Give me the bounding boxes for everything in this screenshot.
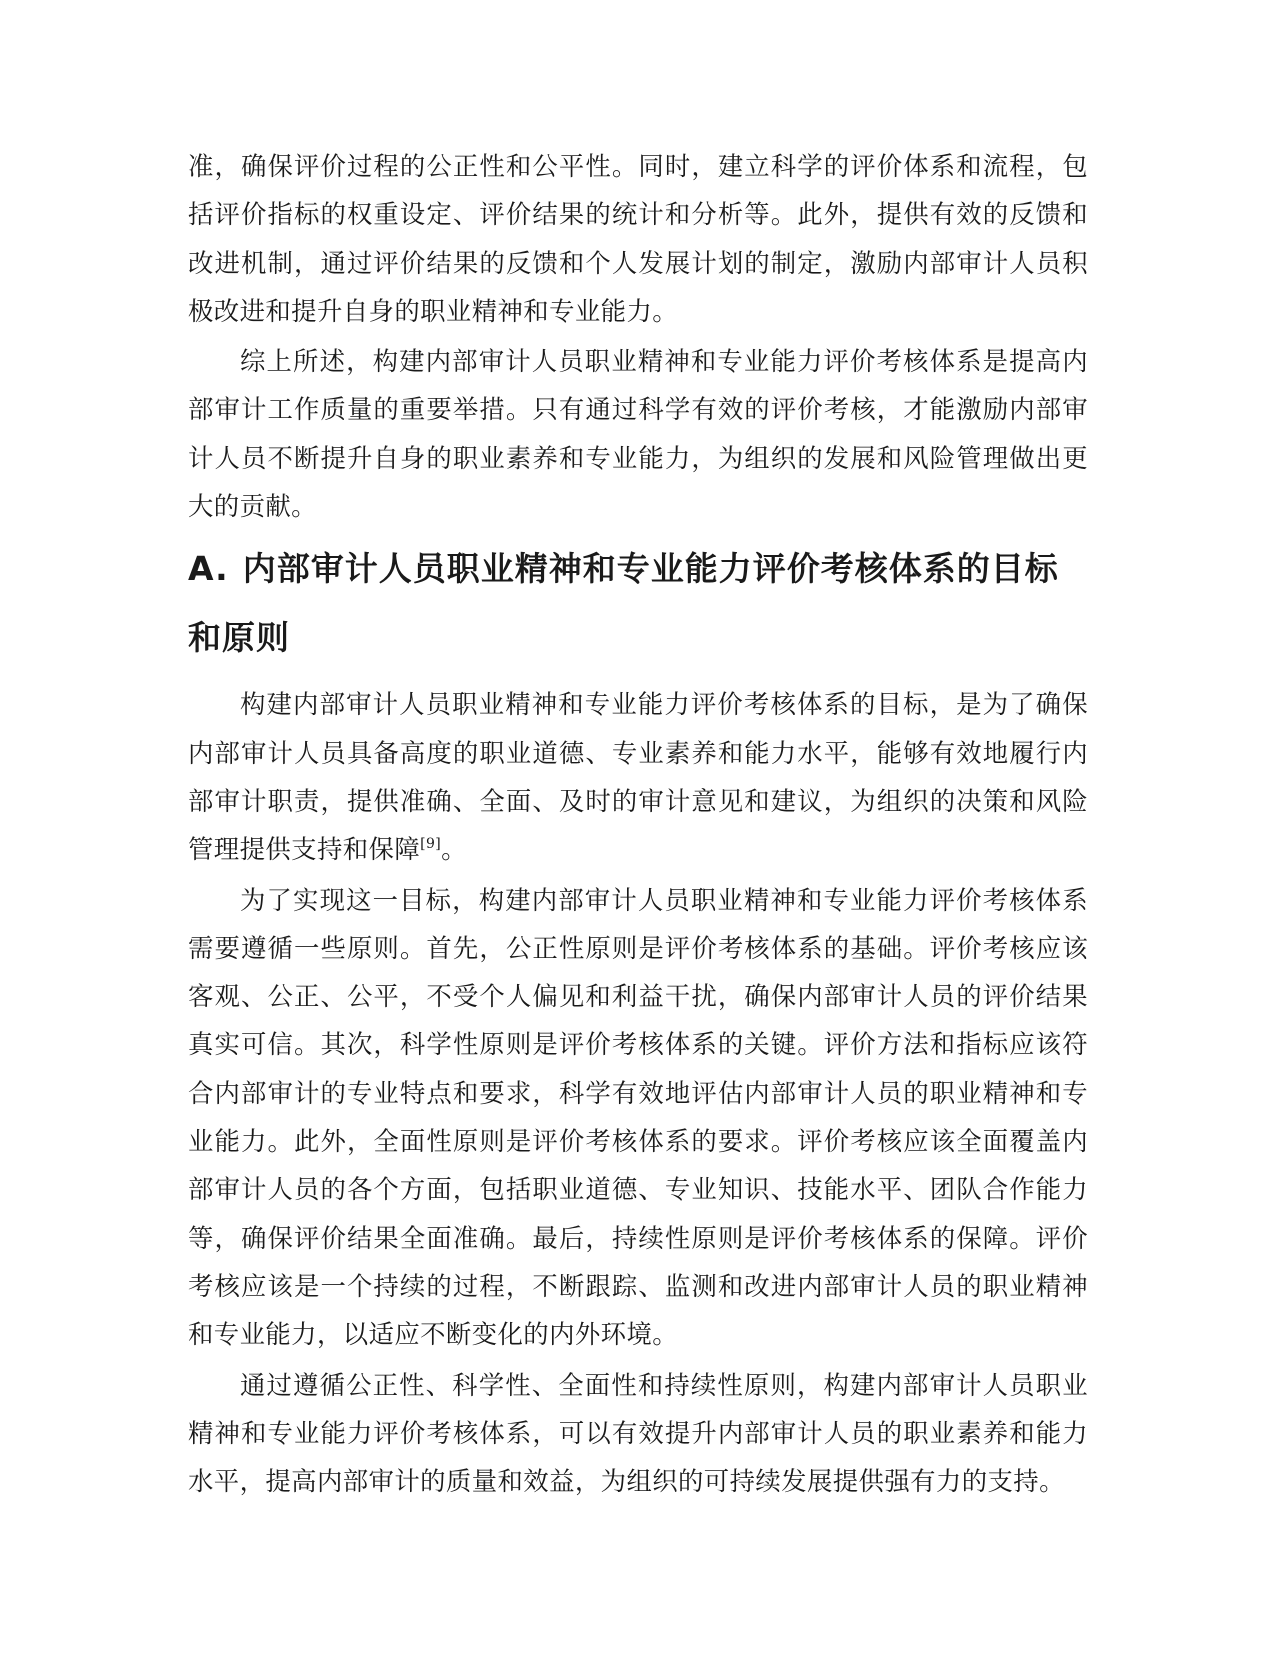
section-title: 内部审计人员职业精神和专业能力评价考核体系的目标和原则 [188,549,1059,658]
paragraph-evaluation-process-continued: 准，确保评价过程的公正性和公平性。同时，建立科学的评价体系和流程，包括评价指标的权重设定、评价结果的统计和分析等。此外，提供有效的反馈和改进机制，通过评价结果的反馈和个人发展计划的制定，激励内部审计人员积极改进和提升自身的职业精神和专业能力。 [188,151,1088,326]
paragraph-conclusion: 通过遵循公正性、科学性、全面性和持续性原则，构建内部审计人员职业精神和专业能力评价考核体系，可以有效提升内部审计人员的职业素养和能力水平，提高内部审计的质量和效益，为组织的可持续发展提供强有力的支持。 [188,1369,1088,1497]
section-number: A. [188,549,229,589]
paragraph-goal-text: 构建内部审计人员职业精神和专业能力评价考核体系的目标，是为了确保内部审计人员具备高度的职业道德、专业素养和能力水平，能够有效地履行内部审计职责，提供准确、全面、及时的审计意见和建议，为组织的决策和风险管理提供支持和保障 [188,689,1088,865]
paragraph-principles: 为了实现这一目标，构建内部审计人员职业精神和专业能力评价考核体系需要遵循一些原则。首先，公正性原则是评价考核体系的基础。评价考核应该客观、公正、公平，不受个人偏见和利益干扰，确保内部审计人员的评价结果真实可信。其次，科学性原则是评价考核体系的关键。评价方法和指标应该符合内部审计的专业特点和要求，科学有效地评估内部审计人员的职业精神和专业能力。此外，全面性原则是评价考核体系的要求。评价考核应该全面覆盖内部审计人员的各个方面，包括职业道德、专业知识、技能水平、团队合作能力等，确保评价结果全面准确。最后，持续性原则是评价考核体系的保障。评价考核应该是一个持续的过程，不断跟踪、监测和改进内部审计人员的职业精神和专业能力，以适应不断变化的内外环境。 [188,884,1088,1350]
paragraph-goal [188,680,1088,873]
paragraph-summary: 综上所述，构建内部审计人员职业精神和专业能力评价考核体系是提高内部审计工作质量的重要举措。只有通过科学有效的评价考核，才能激励内部审计人员不断提升自身的职业素养和专业能力，为组织的发展和风险管理做出更大的贡献。 [188,346,1088,522]
document-body [188,142,1088,1507]
section-heading [188,534,1088,672]
citation-reference: [9] [420,836,442,853]
paragraph-goal-end: 。 [441,834,467,865]
